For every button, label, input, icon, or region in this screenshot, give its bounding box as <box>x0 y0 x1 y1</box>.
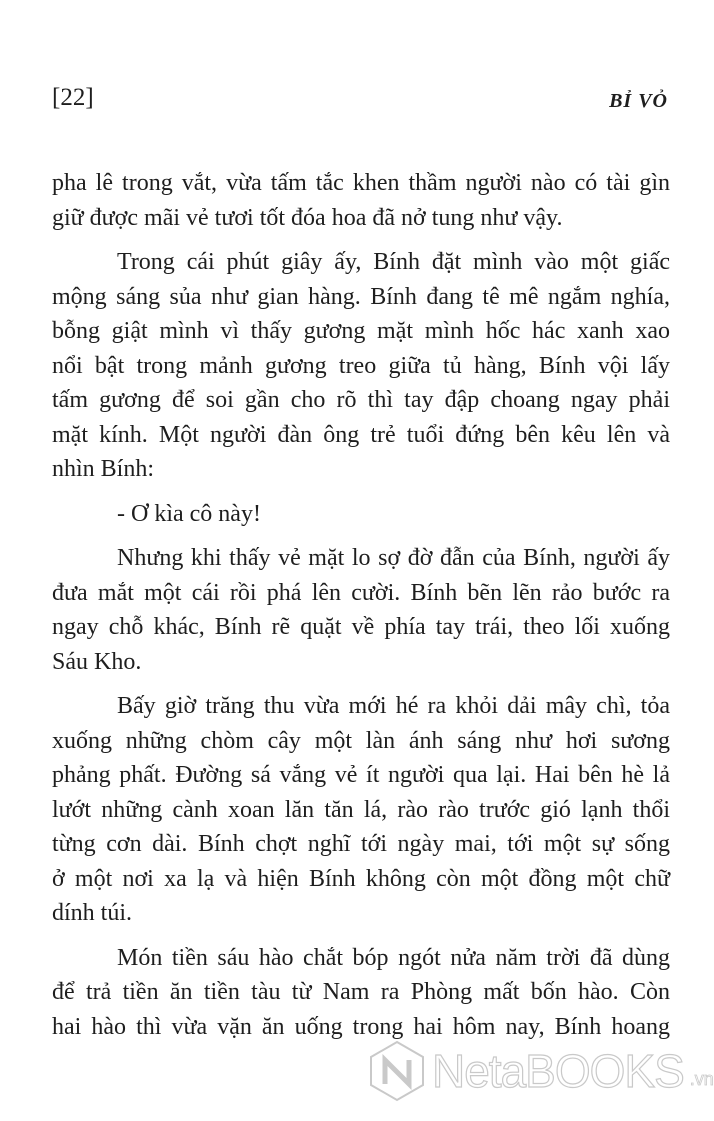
book-body-text <box>52 166 670 1054</box>
text-line: mặt kính. Một người đàn ông trẻ tuổi đứng bên kêu lên và <box>52 421 670 448</box>
text-line: nổi bật trong mảnh gương treo giữa tủ hàng, Bính vội lấy <box>52 352 670 379</box>
text-line: Món tiền sáu hào chắt bóp ngót nửa năm trời đã dùng <box>117 944 670 971</box>
text-line: Trong cái phút giây ấy, Bính đặt mình vào một giấc <box>117 249 670 275</box>
text-line: từng cơn dài. Bính chợt nghĩ tới ngày mai, tới một sự sống <box>52 831 670 857</box>
text-line: hai hào thì vừa vặn ăn uống trong hai hôm nay, Bính hoang <box>52 1013 670 1040</box>
netabooks-logo-icon <box>368 1040 426 1102</box>
text-line: phảng phất. Đường sá vắng vẻ ít người qua lại. Hai bên hè lả <box>52 762 670 788</box>
text-line: Bấy giờ trăng thu vừa mới hé ra khỏi dải mây chì, tỏa <box>117 693 670 719</box>
paragraph <box>52 689 670 931</box>
text-line: lướt những cành xoan lăn tăn lá, rào rào trước gió lạnh thổi <box>52 796 670 823</box>
text-line: để trả tiền ăn tiền tàu từ Nam ra Phòng mất bốn hào. Còn <box>52 979 670 1005</box>
text-line: bỗng giật mình vì thấy gương mặt mình hốc hác xanh xao <box>52 318 670 344</box>
paragraph <box>52 245 670 487</box>
watermark <box>368 1040 714 1102</box>
page-number: [22] <box>52 84 94 111</box>
text-line: xuống những chòm cây một làn ánh sáng như hơi sương <box>52 727 670 754</box>
text-line: Nhưng khi thấy vẻ mặt lo sợ đờ đẫn của Bính, người ấy <box>117 545 670 571</box>
paragraph <box>52 166 670 235</box>
running-title: BỈ VỎ <box>609 90 668 112</box>
paragraph <box>52 497 670 532</box>
watermark-domain: .vn <box>689 1069 714 1089</box>
text-line: giữ được mãi vẻ tươi tốt đóa hoa đã nở tung như vậy. <box>52 204 563 231</box>
text-line: dính túi. <box>52 900 133 926</box>
text-line: - Ơ kìa cô này! <box>117 500 261 527</box>
text-line: đưa mắt một cái rồi phá lên cười. Bính bẽn lẽn rảo bước ra <box>52 579 670 606</box>
paragraph <box>52 541 670 679</box>
text-line: nhìn Bính: <box>52 456 155 482</box>
text-line: ở một nơi xa lạ và hiện Bính không còn một đồng một chữ <box>52 865 670 892</box>
watermark-brand: NetaBOOKS <box>432 1045 684 1097</box>
text-line: mộng sáng sủa như gian hàng. Bính đang tê mê ngắm nghía, <box>52 283 670 310</box>
text-line: Sáu Kho. <box>52 648 142 675</box>
text-line: ngay chỗ khác, Bính rẽ quặt về phía tay trái, theo lối xuống <box>52 614 670 640</box>
text-line: tấm gương để soi gần cho rõ thì tay đập choang ngay phải <box>52 387 670 413</box>
text-line: pha lê trong vắt, vừa tấm tắc khen thầm người nào có tài gìn <box>52 170 670 196</box>
paragraph <box>52 941 670 1045</box>
